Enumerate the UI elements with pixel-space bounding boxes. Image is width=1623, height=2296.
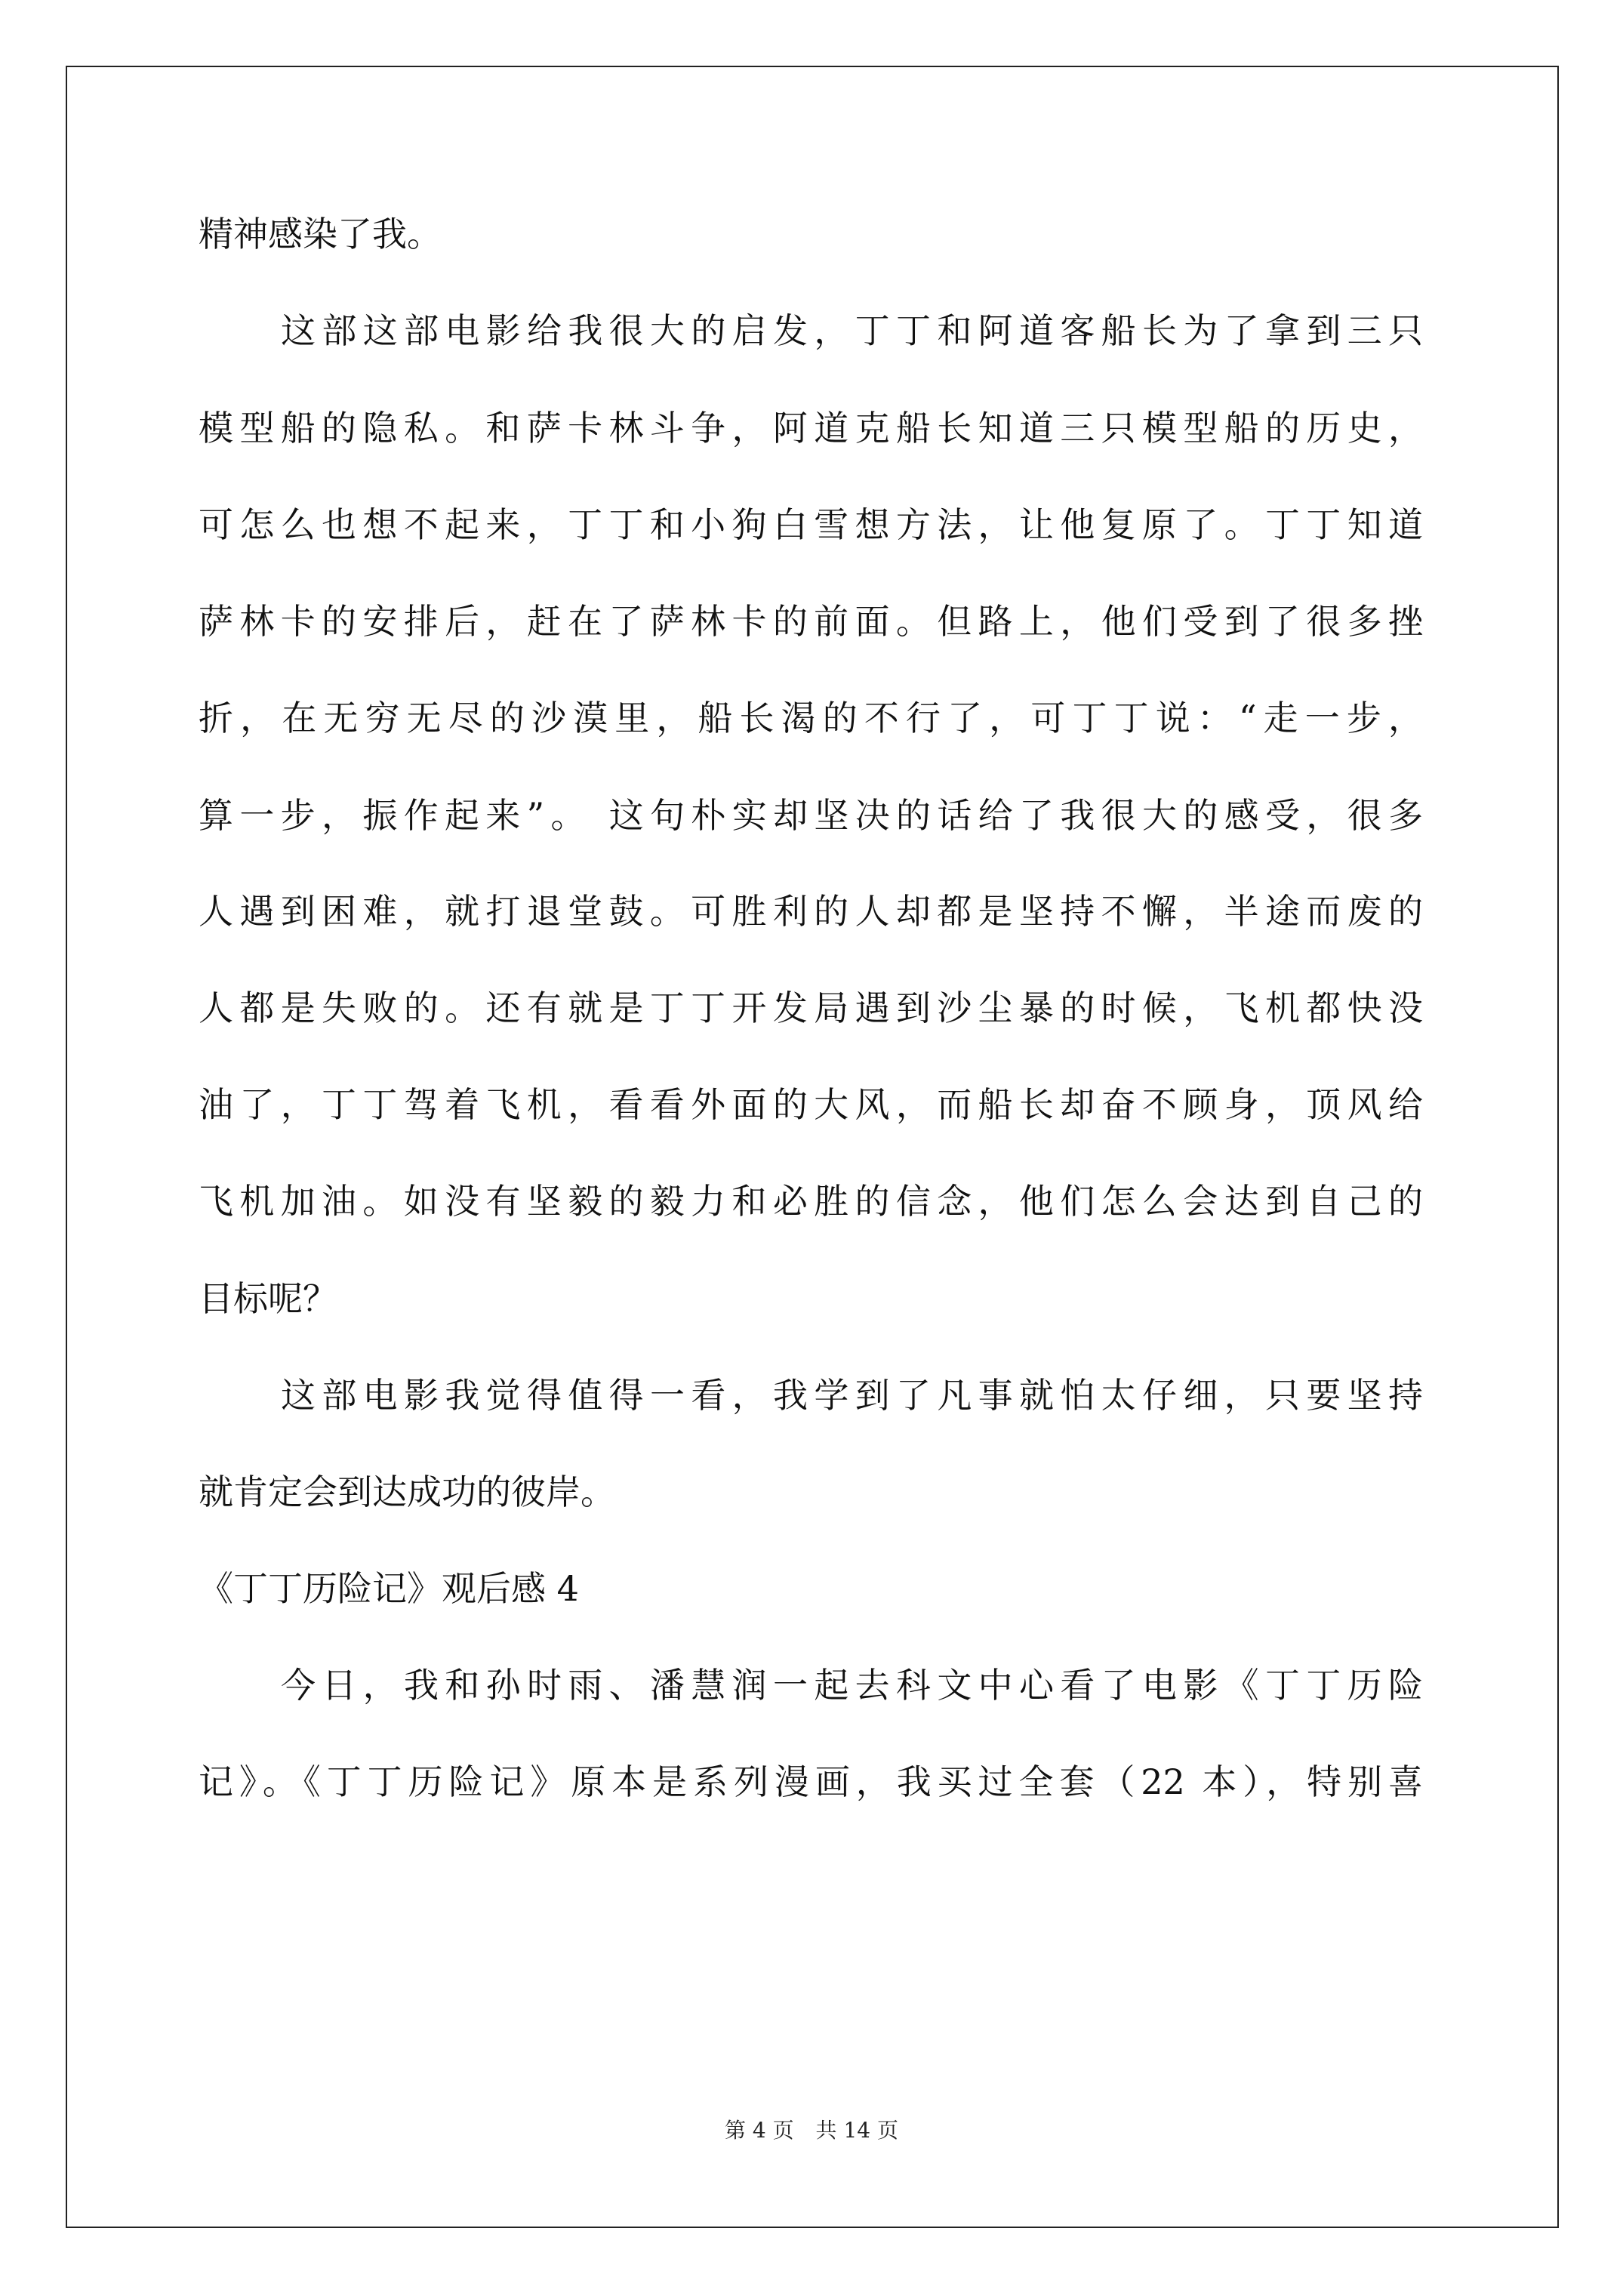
page-border — [66, 66, 1559, 2228]
text-line: 人都是失败的。还有就是丁丁开发局遇到沙尘暴的时候，飞机都快没 — [199, 988, 1423, 1028]
paragraph-start-line: 这部电影我觉得值得一看，我学到了凡事就怕太仔细，只要坚持 — [281, 1375, 1423, 1416]
text-line: 可怎么也想不起来，丁丁和小狗白雪想方法，让他复原了。丁丁知道 — [199, 504, 1423, 545]
text-line: 就肯定会到达成功的彼岸。 — [199, 1472, 615, 1512]
text-line: 人遇到困难，就打退堂鼓。可胜利的人却都是坚持不懈，半途而废的 — [199, 891, 1423, 932]
paragraph-start-line: 今日，我和孙时雨、潘慧润一起去科文中心看了电影《丁丁历险 — [281, 1665, 1423, 1706]
text-line: 飞机加油。如没有坚毅的毅力和必胜的信念，他们怎么会达到自己的 — [199, 1181, 1423, 1222]
page-footer — [0, 2117, 1623, 2144]
text-line: 目标呢？ — [199, 1278, 337, 1319]
text-line: 萨林卡的安排后，赶在了萨林卡的前面。但路上，他们受到了很多挫 — [199, 601, 1423, 642]
text-line: 折，在无穷无尽的沙漠里，船长渴的不行了，可丁丁说：“走一步， — [199, 698, 1423, 738]
text-line: 记》。《丁丁历险记》原本是系列漫画，我买过全套（22 本），特别喜 — [199, 1761, 1423, 1802]
page-number: 第 4 页 — [725, 2118, 794, 2143]
text-line: 模型船的隐私。和萨卡林斗争，阿道克船长知道三只模型船的历史， — [199, 408, 1423, 448]
text-line: 算一步，振作起来”。 这句朴实却坚决的话给了我很大的感受，很多 — [199, 795, 1423, 836]
section-heading: 《丁丁历险记》观后感 4 — [199, 1568, 579, 1609]
text-line: 精神感染了我。 — [199, 214, 442, 254]
text-line: 油了，丁丁驾着飞机，看看外面的大风，而船长却奋不顾身，顶风给 — [199, 1084, 1423, 1125]
paragraph-start-line: 这部这部电影给我很大的启发，丁丁和阿道客船长为了拿到三只 — [281, 310, 1423, 351]
page-total: 共 14 页 — [815, 2118, 898, 2143]
